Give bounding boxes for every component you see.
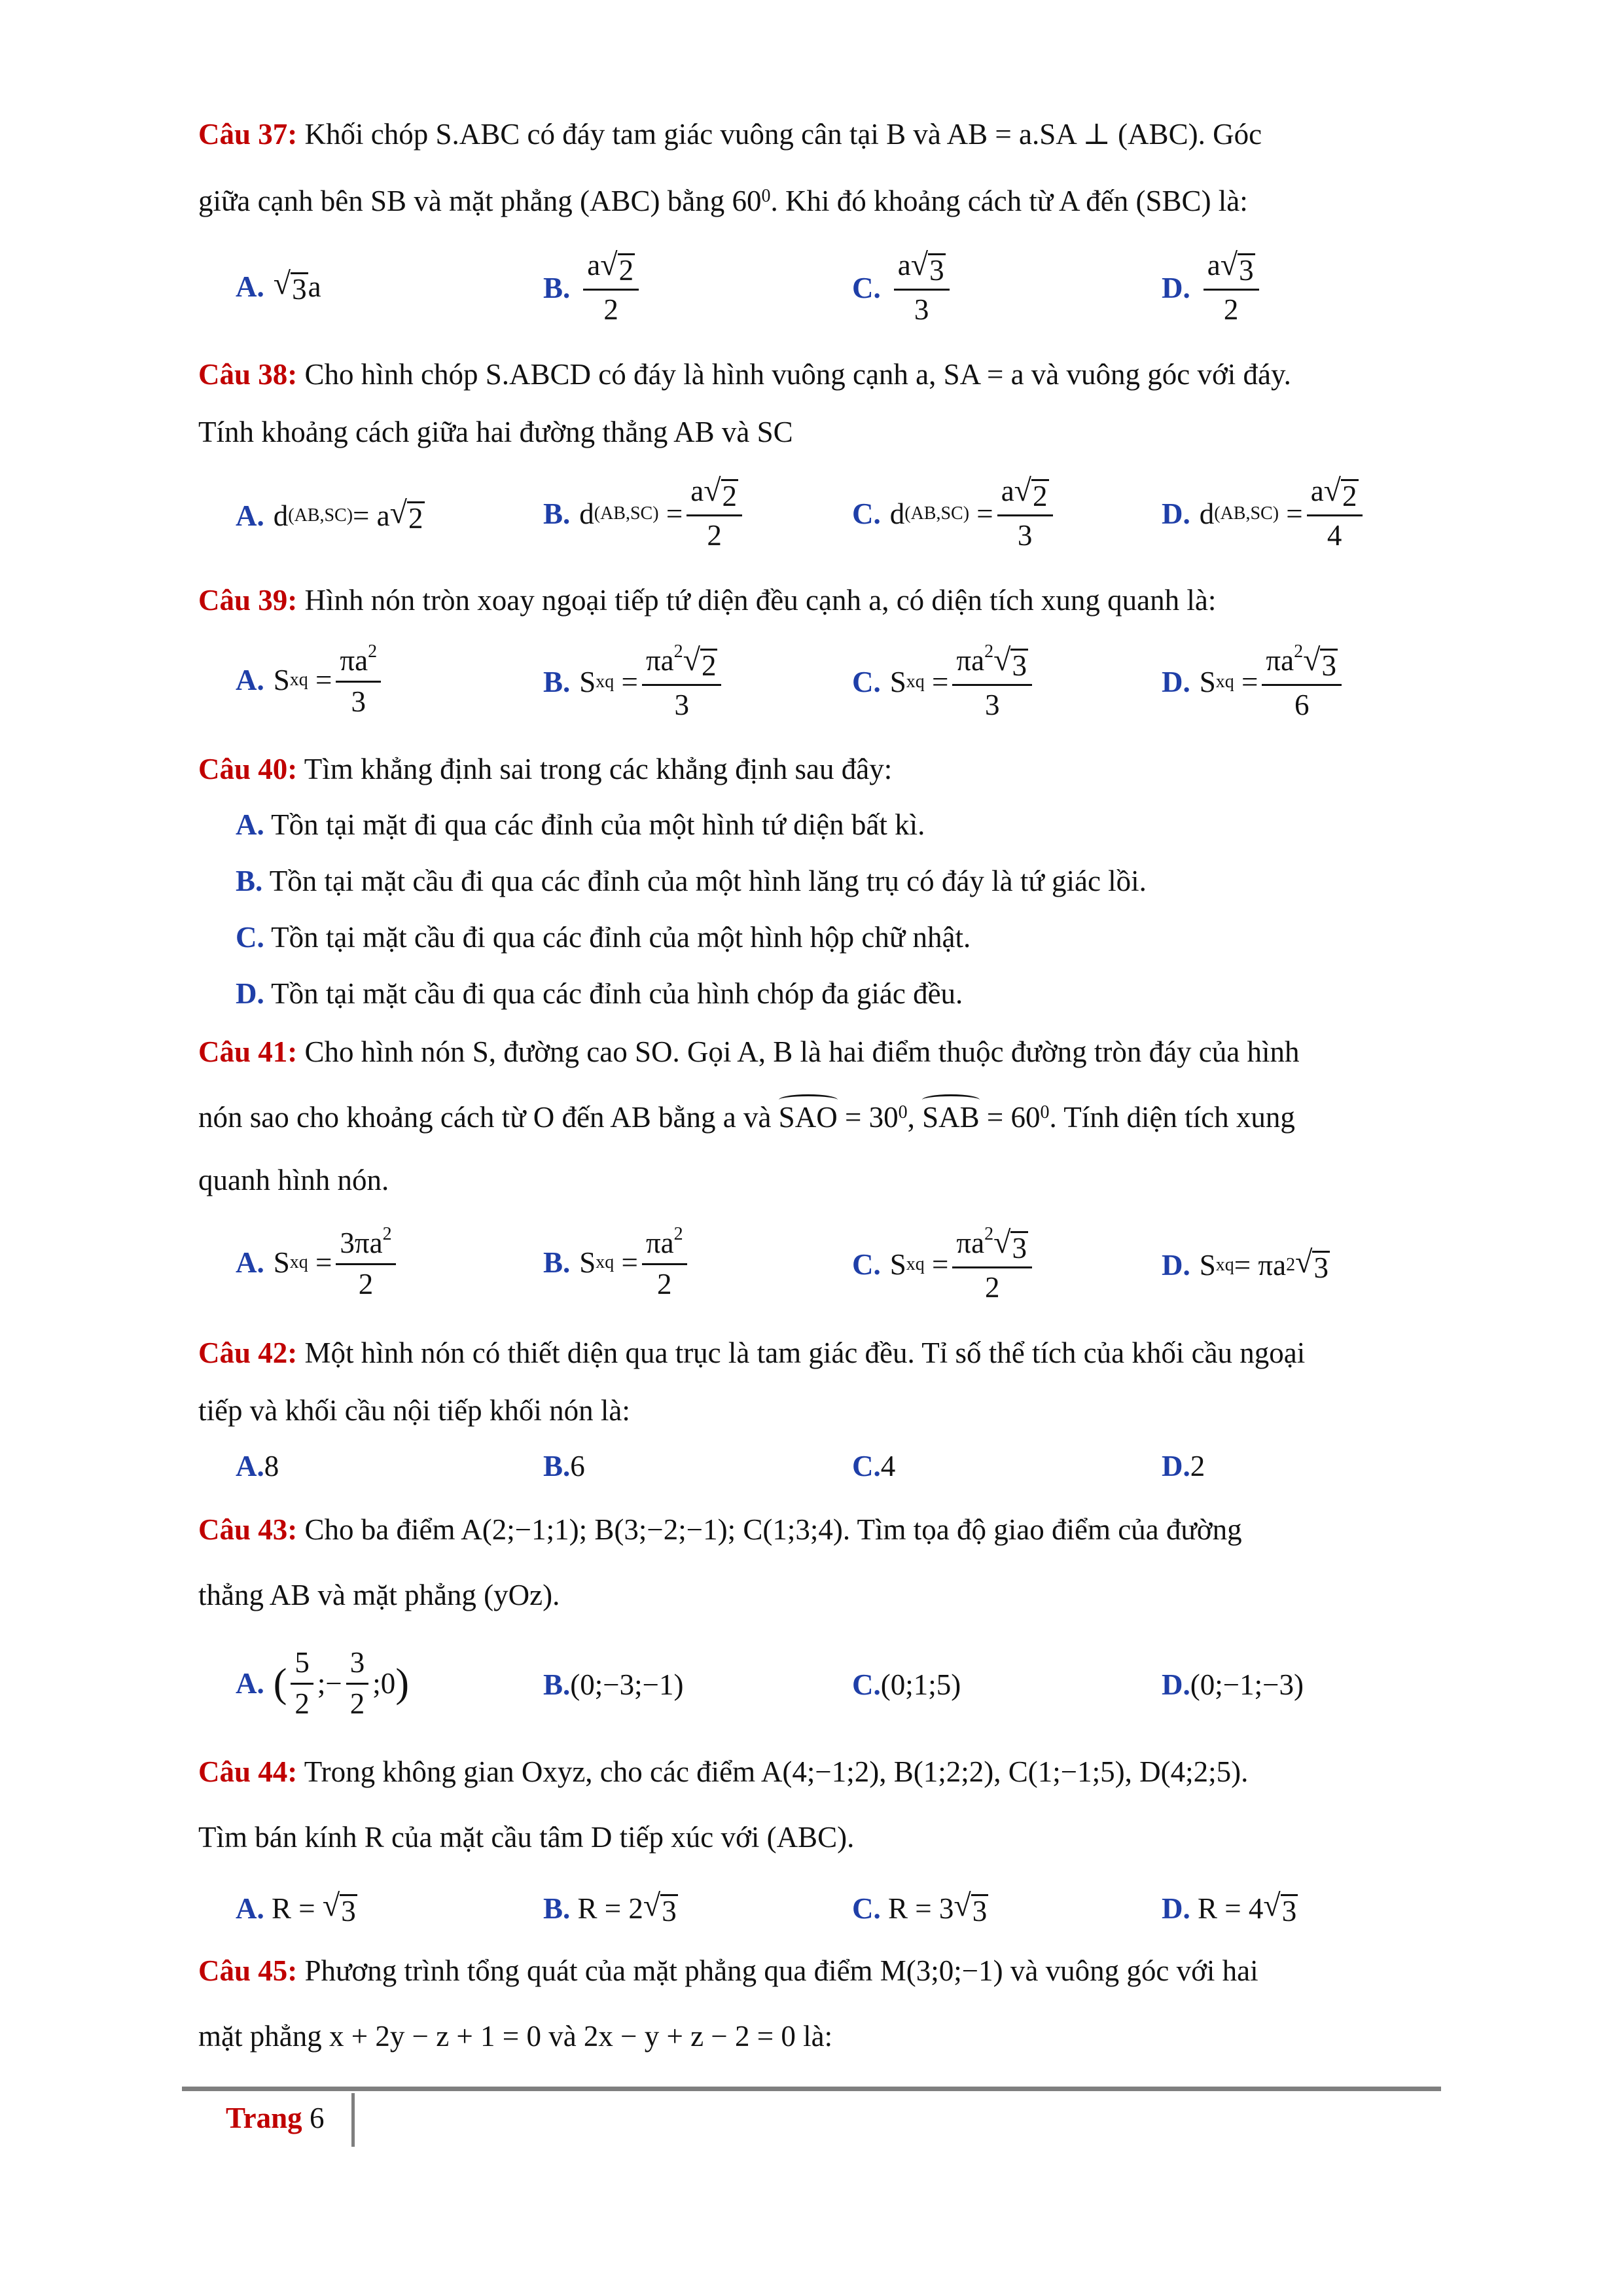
q42-option-a[interactable]: A. 8 <box>236 1450 279 1482</box>
question-37-line-1: Câu 37: Khối chóp S.ABC có đáy tam giác vuông cân tại B và AB = a.SA ⊥ (ABC). Góc <box>198 118 1262 151</box>
q40-option-b[interactable]: B. Tồn tại mặt cầu đi qua các đỉnh của một hình lăng trụ có đáy là tứ giác lồi. <box>236 865 1147 897</box>
q38-option-c[interactable]: C. d (AB,SC) = a √ 2 3 <box>852 475 1057 553</box>
q38-option-d[interactable]: D. d (AB,SC) = a √ 2 4 <box>1162 475 1366 553</box>
question-44-label: Câu 44: <box>198 1755 298 1788</box>
q42-option-d[interactable]: D. 2 <box>1162 1450 1205 1482</box>
q44-option-c[interactable]: C. R = 3 √ 3 <box>852 1888 988 1928</box>
q44-option-d[interactable]: D. R = 4 √ 3 <box>1162 1888 1297 1928</box>
q43-option-a[interactable]: A. ( $\frac{5}{2}$ ;− $\frac{3}{2}$ ;0 ) <box>236 1646 409 1720</box>
q39-option-d[interactable]: D. S xq = $\pi a^2$ √ 3 6 <box>1162 641 1346 723</box>
question-41-line-1: Câu 41: Cho hình nón S, đường cao SO. Gọi A, B là hai điểm thuộc đường tròn đáy của hình <box>198 1035 1300 1068</box>
q37-option-c[interactable]: C. a √ 3 3 <box>852 249 954 327</box>
q37-option-d[interactable]: D. a √ 3 2 <box>1162 249 1263 327</box>
question-38-line-1: Câu 38: Cho hình chóp S.ABCD có đáy là hình vuông cạnh a, SA = a và vuông góc với đáy. <box>198 358 1291 391</box>
question-44-line-2: Tìm bán kính R của mặt cầu tâm D tiếp xúc với (ABC). <box>198 1821 855 1854</box>
question-39-label: Câu 39: <box>198 584 298 617</box>
question-42-line-1: Câu 42: Một hình nón có thiết diện qua trục là tam giác đều. Tỉ số thể tích của khối cầu ngoại <box>198 1336 1306 1369</box>
q43-option-c[interactable]: C. (0;1;5) <box>852 1668 961 1701</box>
q44-option-b[interactable]: B. R = 2 √ 3 <box>543 1888 677 1928</box>
footer-divider <box>351 2093 355 2147</box>
question-41-line-3: quanh hình nón. <box>198 1164 389 1196</box>
q41-option-a[interactable]: A. S xq = $\frac{3\pi a^2}{2}$ <box>236 1224 400 1302</box>
question-42-label: Câu 42: <box>198 1336 298 1369</box>
question-45-line-1: Câu 45: Phương trình tổng quát của mặt phẳng qua điểm M(3;0;−1) và vuông góc với hai <box>198 1954 1258 1987</box>
q39-option-b[interactable]: B. S xq = $\pi a^2$ √ 2 3 <box>543 641 725 723</box>
page-footer <box>226 2101 324 2135</box>
question-37-label: Câu 37: <box>198 118 298 151</box>
question-37-line-2: giữa cạnh bên SB và mặt phẳng (ABC) bằng $60^0$. Khi đó khoảng cách từ A đến (SBC) là: <box>198 185 1248 217</box>
q38-option-b[interactable]: B. d (AB,SC) = a √ 2 2 <box>543 475 746 553</box>
question-40-line-1: Câu 40: Tìm khẳng định sai trong các khẳng định sau đây: <box>198 753 893 785</box>
question-43-label: Câu 43: <box>198 1513 298 1546</box>
question-43-line-1: Câu 43: Cho ba điểm A(2;−1;1); B(3;−2;−1); C(1;3;4). Tìm tọa độ giao điểm của đường <box>198 1513 1242 1546</box>
q40-option-a[interactable]: A. Tồn tại mặt đi qua các đỉnh của một hình tứ diện bất kì. <box>236 808 925 841</box>
q39-option-a[interactable]: A. S xq = $\frac{\pi a^2}{3}$ <box>236 641 385 719</box>
q41-option-d[interactable]: D. S xq = πa 2 √ 3 <box>1162 1245 1329 1284</box>
question-45-line-2: mặt phẳng x + 2y − z + 1 = 0 và 2x − y + z − 2 = 0 là: <box>198 2020 833 2053</box>
q37-option-a[interactable]: A. √ 3 a <box>236 266 321 306</box>
question-44-line-1: Câu 44: Trong không gian Oxyz, cho các điểm A(4;−1;2), B(1;2;2), C(1;−1;5), D(4;2;5). <box>198 1755 1249 1788</box>
q41-option-b[interactable]: B. S xq = $\frac{\pi a^2}{2}$ <box>543 1224 691 1302</box>
question-39-line-1: Câu 39: Hình nón tròn xoay ngoại tiếp tứ diện đều cạnh a, có diện tích xung quanh là: <box>198 584 1217 617</box>
q37-option-b[interactable]: B. a √ 2 2 <box>543 249 643 327</box>
question-42-line-2: tiếp và khối cầu nội tiếp khối nón là: <box>198 1394 630 1427</box>
q40-option-d[interactable]: D. Tồn tại mặt cầu đi qua các đỉnh của hình chóp đa giác đều. <box>236 977 963 1010</box>
question-43-line-2: thẳng AB và mặt phẳng (yOz). <box>198 1579 560 1611</box>
q39-option-c[interactable]: C. S xq = $\pi a^2$ √ 3 3 <box>852 641 1036 723</box>
page-label: Trang <box>226 2102 302 2134</box>
q38-option-a[interactable]: A. d (AB,SC) = a √ 2 <box>236 495 423 535</box>
question-45-label: Câu 45: <box>198 1954 298 1987</box>
q42-option-c[interactable]: C. 4 <box>852 1450 896 1482</box>
question-38-line-2: Tính khoảng cách giữa hai đường thẳng AB và SC <box>198 416 793 448</box>
question-41-line-2: nón sao cho khoảng cách từ O đến AB bằng a và SAO = $30^0$, SAB = $60^0$. Tính diện tích xung <box>198 1101 1295 1134</box>
q44-option-a[interactable]: A. R = √ 3 <box>236 1888 356 1928</box>
question-38-label: Câu 38: <box>198 358 298 391</box>
q41-option-c[interactable]: C. S xq = $\pi a^2$ √ 3 2 <box>852 1224 1036 1305</box>
footer-rule <box>182 2087 1441 2091</box>
q40-option-c[interactable]: C. Tồn tại mặt cầu đi qua các đỉnh của một hình hộp chữ nhật. <box>236 921 971 954</box>
page-number: 6 <box>309 2102 325 2134</box>
q43-option-d[interactable]: D. (0;−1;−3) <box>1162 1668 1304 1701</box>
question-40-label: Câu 40: <box>198 753 298 785</box>
q42-option-b[interactable]: B. 6 <box>543 1450 585 1482</box>
q43-option-b[interactable]: B. (0;−3;−1) <box>543 1668 684 1701</box>
angle-sab: SAB <box>922 1101 980 1134</box>
angle-sao: SAO <box>778 1101 838 1134</box>
question-41-label: Câu 41: <box>198 1035 298 1068</box>
